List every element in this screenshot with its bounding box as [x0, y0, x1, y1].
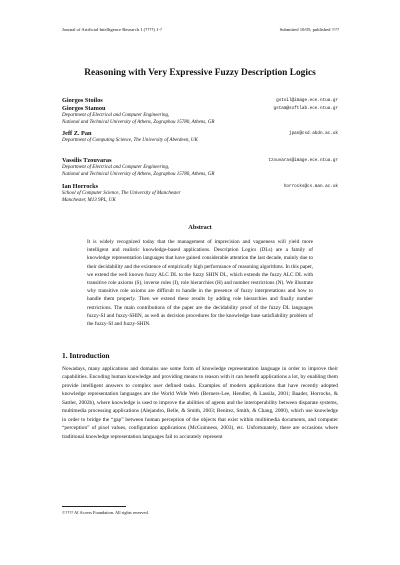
section-heading: 1. Introduction: [62, 351, 110, 360]
author-affiliation: School of Computer Science, The University of Manchester: [62, 191, 181, 196]
author-affiliation: National and Technical University of Athens, Zographou 15780, Athens, GR: [62, 120, 215, 125]
author-affiliation: Manchester, M13 9PL, UK: [62, 198, 116, 203]
author-name: Giorgos Stoilos: [62, 97, 103, 104]
author-name: Jeff Z. Pan: [62, 130, 92, 137]
submission-info: Submitted 10/05; published ?/??: [279, 27, 339, 32]
author-email[interactable]: tzouvaras@image.ece.ntua.gr: [268, 158, 338, 163]
author-affiliation: Department of Electrical and Computer Engineering,: [62, 113, 170, 118]
author-name: Ian Horrocks: [62, 183, 99, 190]
paper-title: Reasoning with Very Expressive Fuzzy Description Logics: [84, 68, 316, 78]
author-email[interactable]: horrocks@cs.man.ac.uk: [283, 184, 338, 189]
introduction-text: Nowadays, many applications and domains use some form of knowledge representation language in order to improve their capabilities. Encoding human knowledge and providing means to reason with it can benefit applications a lot, by enabling them provide intelligent answers to complex user defined tasks. Examples of modern applications that have recently adopted knowledge representation languages are the World Wide Web (Berners-Lee, Hendler, & Lassila, 2001; Baader, Horrocks, & Sattler, 2002b), where knowledge is used to improve the abilities of agents and the interoperability between disparate systems, multimedia processing applications (Alejandro, Belle, & Smith, 2003; Benitez, Smith, & Chang, 2000), which use knowledge in order to bridge the “gap” between human perception of the objects that exist within multimedia documents, and computer “perception” of pixel values, configuration applications (McGuinness, 2003), etc. Unfortunately, there are occasions where traditional knowledge representation languages fail to accurately represent: [62, 366, 338, 440]
author-name: Giorgos Stamou: [62, 105, 106, 112]
footnote-rule: [62, 506, 126, 507]
abstract-text: It is widely recognized today that the management of imprecision and vagueness will yield more intelligent and realistic knowledge-based applications. Description Logics (DLs) are a family of knowledge representation languages that have gained considerable attention the last decade, mainly due to their decidability and the existence of empirically high performance of reasoning algorithms. In this paper, we extend the well known fuzzy ALC DL to the fuzzy SHIN DL, which extends the fuzzy ALC DL with transitive role axioms (S), inverse roles (I), role hierarchies (H) and number restrictions (N). We illustrate why transitive role axioms are difficult to handle in the presence of fuzzy interpretations and how to handle them properly. Then we extend these results by adding role hierarchies and finally number restrictions. The main contributions of the paper are the decidability proof of the fuzzy DL languages fuzzy-SI and fuzzy-SHIN, as well as decision procedures for the knowledge base satisfiability problem of the fuzzy-SI and fuzzy-SHIN.: [87, 239, 313, 328]
author-email[interactable]: jpan@csd.abdn.ac.uk: [289, 131, 338, 136]
journal-header: Journal of Artificial Intelligence Research 1 (????) 1-?: [62, 27, 162, 32]
author-affiliation: Department of Computing Science, The University of Aberdeen, UK: [62, 138, 198, 143]
author-email[interactable]: gstoil@image.ece.ntua.gr: [276, 98, 338, 103]
copyright-footnote: ©???? AI Access Foundation. All rights reserved.: [62, 510, 149, 515]
abstract-heading: Abstract: [188, 224, 212, 231]
author-name: Vassilis Tzouvaras: [62, 157, 112, 164]
author-affiliation: National and Technical University of Athens, Zographou 15780, Athens, GR: [62, 172, 215, 177]
author-affiliation: Department of Electrical and Computer Engineering,: [62, 165, 170, 170]
author-email[interactable]: gstam@softlab.ece.ntua.gr: [273, 106, 338, 111]
